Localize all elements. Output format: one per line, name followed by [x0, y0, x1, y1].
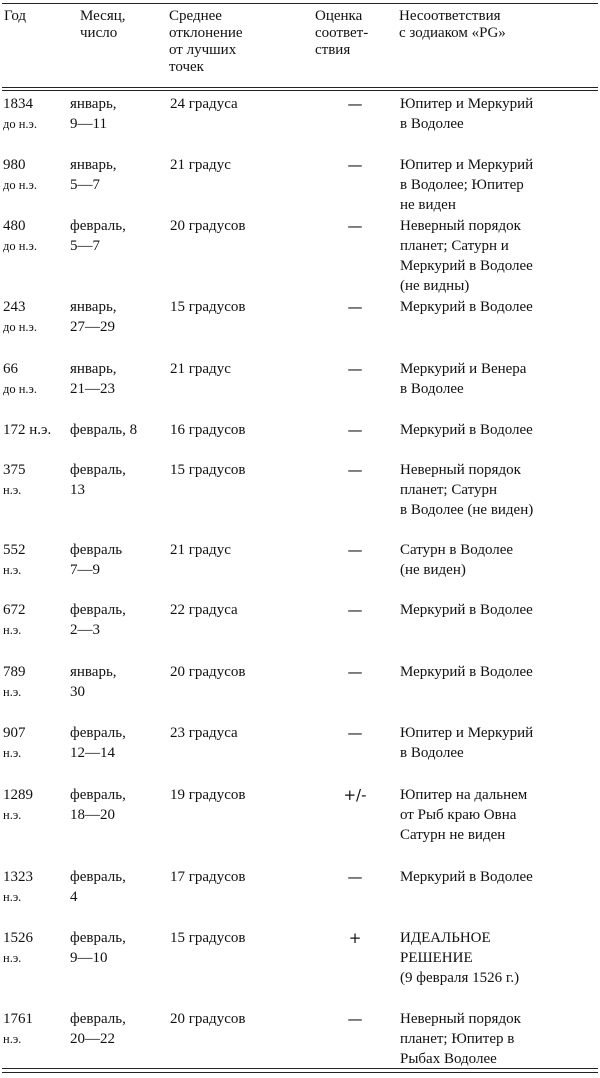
cell-month: февраль, 5—7 — [70, 218, 126, 254]
cell-grade: — — [347, 421, 363, 439]
cell-month: февраль, 4 — [70, 869, 126, 905]
header-grade: Оценка соответ- ствия — [315, 8, 369, 58]
cell-grade: — — [347, 298, 363, 316]
cell-deviation: 19 градусов — [170, 787, 246, 803]
cell-grade: — — [347, 156, 363, 174]
cell-year — [3, 1009, 71, 1049]
era-value: до н.э. — [3, 382, 38, 396]
cell-year — [3, 867, 71, 907]
cell-notes: Юпитер и Меркурий в Водолее; Юпитер не виден — [400, 157, 534, 213]
year-value: 243 — [3, 299, 26, 315]
cell-month: февраль, 20—22 — [70, 1011, 126, 1047]
cell-year — [3, 723, 71, 763]
header-rule — [2, 87, 598, 88]
cell-year — [3, 662, 71, 702]
cell-deviation: 20 градусов — [170, 1011, 246, 1027]
cell-month: февраль, 13 — [70, 462, 126, 498]
era-value: до н.э. — [3, 320, 38, 334]
cell-month: февраль, 9—10 — [70, 930, 126, 966]
header-rule-double — [2, 90, 598, 91]
year-value: 672 — [3, 602, 26, 618]
cell-year — [3, 94, 71, 134]
era-value: н.э. — [3, 685, 22, 699]
year-value: 789 — [3, 664, 26, 680]
cell-year — [3, 785, 71, 825]
year-value: 375 — [3, 462, 26, 478]
cell-month: февраль, 18—20 — [70, 787, 126, 823]
cell-deviation: 15 градусов — [170, 930, 246, 946]
era-value: н.э. — [3, 623, 22, 637]
cell-grade: — — [347, 461, 363, 479]
bottom-rule-double — [2, 1072, 598, 1073]
year-value: 1526 — [3, 930, 33, 946]
era-value: до н.э. — [3, 239, 38, 253]
cell-month: февраль, 2—3 — [70, 602, 126, 638]
cell-month: январь, 9—11 — [70, 96, 117, 132]
cell-notes: Меркурий в Водолее — [400, 664, 533, 680]
cell-month: январь, 5—7 — [70, 157, 117, 193]
year-value: 1834 — [3, 96, 33, 112]
cell-notes: Сатурн в Водолее (не виден) — [400, 542, 514, 578]
era-value: н.э. — [3, 563, 22, 577]
cell-notes: Меркурий и Венера в Водолее — [400, 361, 527, 397]
year-value: 1323 — [3, 869, 33, 885]
year-value: 172 н.э. — [3, 422, 52, 438]
header-notes: Несоответствия с зодиаком «PG» — [399, 8, 506, 41]
cell-notes: Неверный порядок планет; Юпитер в Рыбах Водолее — [400, 1011, 521, 1067]
era-value: н.э. — [3, 808, 22, 822]
cell-deviation: 20 градусов — [170, 218, 246, 234]
cell-deviation: 24 градуса — [170, 96, 238, 112]
era-value: н.э. — [3, 1032, 22, 1046]
bottom-rule — [2, 1068, 598, 1069]
cell-year — [3, 460, 71, 500]
era-value: н.э. — [3, 951, 22, 965]
cell-deviation: 21 градус — [170, 542, 231, 558]
year-value: 907 — [3, 725, 26, 741]
top-rule — [2, 3, 598, 4]
cell-grade: — — [347, 541, 363, 559]
cell-notes: Меркурий в Водолее — [400, 602, 533, 618]
cell-grade: — — [347, 95, 363, 113]
cell-grade: — — [347, 217, 363, 235]
cell-notes: ИДЕАЛЬНОЕ РЕШЕНИЕ (9 февраля 1526 г.) — [400, 930, 520, 986]
cell-notes: Юпитер на дальнем от Рыб краю Овна Сатурн не виден — [400, 787, 528, 843]
era-value: до н.э. — [3, 178, 38, 192]
cell-year — [3, 600, 71, 640]
cell-year — [3, 155, 71, 195]
cell-deviation: 21 градус — [170, 157, 231, 173]
cell-month: февраль 7—9 — [70, 542, 123, 578]
era-value: н.э. — [3, 483, 22, 497]
year-value: 1289 — [3, 787, 33, 803]
cell-year — [3, 359, 71, 399]
cell-month: февраль, 8 — [70, 422, 138, 438]
cell-deviation: 20 градусов — [170, 664, 246, 680]
cell-year — [3, 928, 71, 968]
era-value: до н.э. — [3, 117, 38, 131]
cell-notes: Неверный порядок планет; Сатурн в Водолее (не виден) — [400, 462, 534, 518]
cell-notes: Меркурий в Водолее — [400, 422, 533, 438]
cell-month: февраль, 12—14 — [70, 725, 126, 761]
cell-notes: Меркурий в Водолее — [400, 869, 533, 885]
year-value: 552 — [3, 542, 26, 558]
cell-deviation: 16 градусов — [170, 422, 246, 438]
cell-grade: +/- — [343, 786, 367, 804]
cell-deviation: 21 градус — [170, 361, 231, 377]
cell-grade: + — [348, 929, 362, 947]
cell-deviation: 23 градуса — [170, 725, 238, 741]
cell-deviation: 17 градусов — [170, 869, 246, 885]
cell-notes: Неверный порядок планет; Сатурн и Меркурий в Водолее (не видны) — [400, 218, 533, 294]
cell-year — [3, 540, 71, 580]
year-value: 480 — [3, 218, 26, 234]
header-year: Год — [4, 8, 27, 24]
cell-notes: Юпитер и Меркурий в Водолее — [400, 725, 534, 761]
cell-month: январь, 27—29 — [70, 299, 117, 335]
cell-grade: — — [347, 663, 363, 681]
era-value: н.э. — [3, 746, 22, 760]
year-value: 66 — [3, 361, 18, 377]
cell-year — [3, 420, 71, 440]
cell-year — [3, 297, 71, 337]
cell-grade: — — [347, 724, 363, 742]
cell-month: январь, 21—23 — [70, 361, 117, 397]
year-value: 1761 — [3, 1011, 33, 1027]
era-value: н.э. — [3, 890, 22, 904]
year-value: 980 — [3, 157, 26, 173]
cell-notes: Меркурий в Водолее — [400, 299, 533, 315]
cell-grade: — — [347, 868, 363, 886]
header-deviation: Среднее отклонение от лучших точек — [169, 8, 243, 75]
cell-grade: — — [347, 601, 363, 619]
cell-deviation: 15 градусов — [170, 462, 246, 478]
cell-month: январь, 30 — [70, 664, 117, 700]
cell-deviation: 22 градуса — [170, 602, 238, 618]
cell-grade: — — [347, 1010, 363, 1028]
cell-notes: Юпитер и Меркурий в Водолее — [400, 96, 534, 132]
header-month: Месяц, число — [80, 8, 126, 41]
cell-deviation: 15 градусов — [170, 299, 246, 315]
cell-year — [3, 216, 71, 256]
cell-grade: — — [347, 360, 363, 378]
